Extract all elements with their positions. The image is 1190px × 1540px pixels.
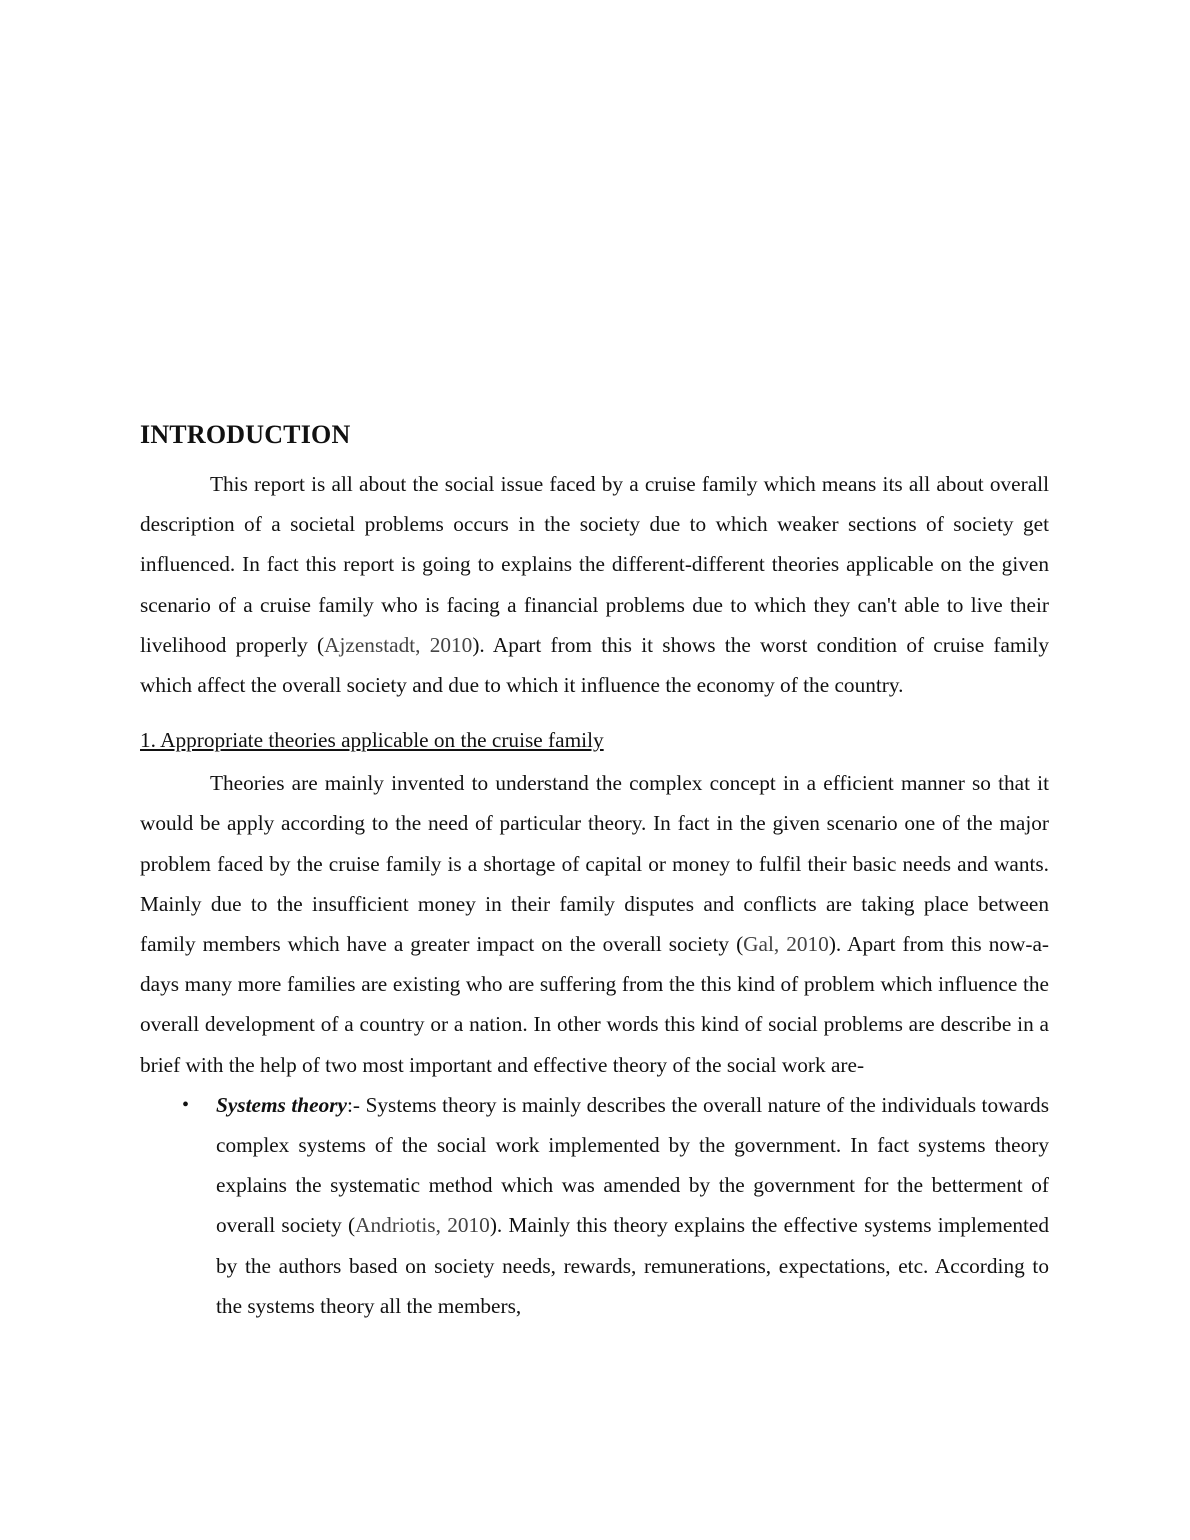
bullet-text-2: ). Mainly this theory explains the effective systems implemented by the authors based on society needs, rewards, remunerations, expectations, etc. According to the systems theory all the members, — [216, 1213, 1049, 1318]
section-1-text-2: ). Apart from this now-a-days many more families are existing who are suffering from the this kind of problem which influence the overall development of a country or a nation. In other words this kind of social problems are describe in a brief with the help of two most important and effective theory of the social work are- — [140, 932, 1050, 1077]
bullet-separator: :- — [346, 1092, 366, 1117]
section-1-paragraph — [140, 763, 1049, 1085]
bullet-term: Systems theory — [216, 1092, 347, 1117]
bullet-icon: • — [182, 1093, 190, 1116]
section-1-text-1: Theories are mainly invented to understand the complex concept in a efficient manner so that it would be apply according to the need of particular theory. In fact in the given scenario one of the major problem faced by the cruise family is a shortage of capital or money to fulfil their basic needs and wants. Mainly due to the insufficient money in their family disputes and conflicts are taking place between family members which have a greater impact on the overall society ( — [140, 771, 1049, 957]
bullet-text-1: Systems theory is mainly describes the overall nature of the individuals towards complex systems of the social work implemented by the government. In fact systems theory explains the systematic method which was amended by the government for the betterment of overall society ( — [216, 1092, 1049, 1238]
intro-paragraph — [140, 464, 1049, 705]
bullet-citation: Andriotis, 2010 — [355, 1213, 490, 1238]
intro-text-1: This report is all about the social issue faced by a cruise family which means its all about overall description of a societal problems occurs in the society due to which weaker sections of society get influenced. In fact this report is going to explains the different-different theories applicable on the given scenario of a cruise family who is facing a financial problems due to which they can't able to live their livelihood properly ( — [140, 472, 1049, 657]
theory-bullet-list — [140, 1085, 1049, 1326]
list-item — [140, 1085, 1049, 1326]
section-1-citation: Gal, 2010 — [743, 932, 829, 957]
intro-citation: Ajzenstadt, 2010 — [324, 632, 473, 657]
section-1-heading: 1. Appropriate theories applicable on the cruise family — [140, 728, 604, 753]
page-title: INTRODUCTION — [140, 420, 351, 449]
document-body — [140, 418, 1049, 1326]
intro-text-2: ). Apart from this it shows the worst condition of cruise family which affect the overall society and due to which it influence the economy of the country. — [140, 632, 1049, 698]
